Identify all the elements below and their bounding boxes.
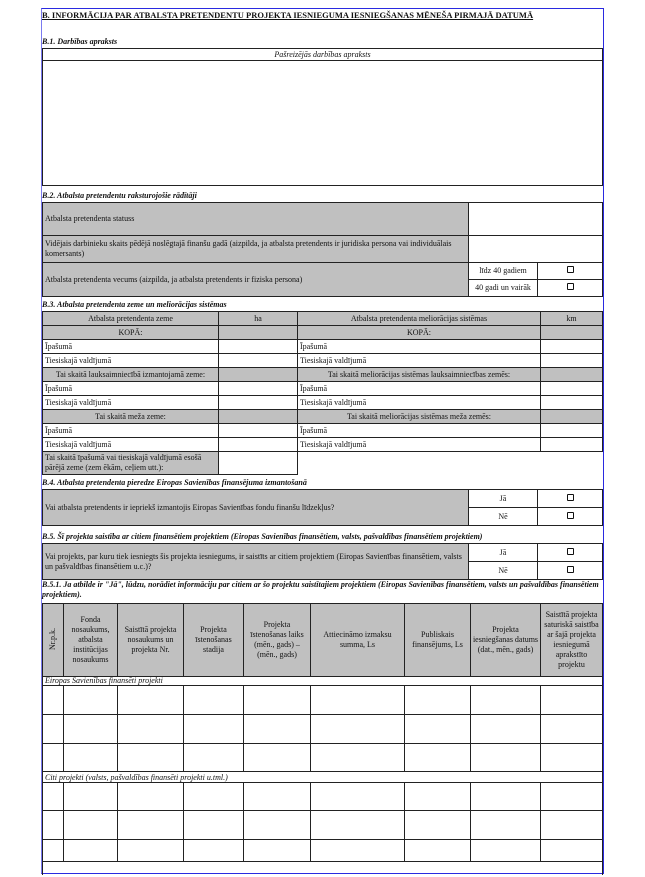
- input-cell[interactable]: [405, 715, 471, 744]
- input-cell[interactable]: [541, 783, 603, 811]
- input-cell[interactable]: [184, 840, 244, 862]
- page-title: B. INFORMĀCIJA PAR ATBALSTA PRETENDENTU PROJEKTA IESNIEGUMA IESNIEGŠANAS MĒNEŠA PIRMAJĀ DATUMĀ: [42, 10, 534, 20]
- input-cell[interactable]: [184, 686, 244, 715]
- other-land-label: Tai skaitā īpašumā vai tiesiskajā valdījumā esošā pārējā zeme (zem ēkām, ceļiem utt.):: [43, 452, 219, 475]
- column-header: Fonda nosaukums, atbalsta institūcijas nosaukums: [71, 615, 110, 664]
- input-cell[interactable]: [244, 686, 311, 715]
- mel-legal-label: Tiesiskajā valdījumā: [298, 396, 541, 410]
- input-cell[interactable]: [311, 783, 405, 811]
- mel-agri-label: Tai skaitā meliorācijas sistēmas lauksaimniecības zemēs:: [298, 368, 541, 382]
- input-cell[interactable]: [541, 811, 603, 840]
- b51-heading: B.5.1. Ja atbilde ir "Jā", lūdzu, norādiet informāciju par citiem ar šo projektu saistītajiem projektiem (Eiropas Savienības finansētiem, valsts un pašvaldības finansētiem projektiem).: [42, 580, 599, 599]
- mel-own-label: Īpašumā: [298, 382, 541, 396]
- input-cell[interactable]: [311, 715, 405, 744]
- input-cell[interactable]: [405, 686, 471, 715]
- input-cell[interactable]: [184, 783, 244, 811]
- land-own-label: Īpašumā: [43, 424, 219, 438]
- checkbox[interactable]: [567, 283, 574, 290]
- mel-forest-label: Tai skaitā meliorācijas sistēmas meža zemēs:: [298, 410, 541, 424]
- land-legal-label: Tiesiskajā valdījumā: [43, 354, 219, 368]
- input-cell[interactable]: [64, 783, 118, 811]
- b1-description-field[interactable]: [43, 61, 603, 186]
- input-cell[interactable]: [244, 840, 311, 862]
- b1-heading: B.1. Darbības apraksts: [42, 37, 118, 46]
- mel-own-label: Īpašumā: [298, 340, 541, 354]
- input-cell[interactable]: [43, 715, 64, 744]
- mel-total-label: KOPĀ:: [298, 326, 541, 340]
- input-cell[interactable]: [64, 811, 118, 840]
- input-cell[interactable]: [64, 840, 118, 862]
- b51-table: [42, 603, 603, 875]
- input-cell[interactable]: [541, 438, 603, 452]
- input-cell[interactable]: [118, 715, 184, 744]
- column-header: Projekta īstenošanas stadija: [195, 625, 232, 654]
- input-cell[interactable]: [405, 783, 471, 811]
- input-cell[interactable]: [541, 744, 603, 772]
- input-cell[interactable]: [541, 396, 603, 410]
- land-total-label: KOPĀ:: [43, 326, 219, 340]
- column-header: Saistītā projekta saturiskā saistība ar šajā projekta iesniegumā aprakstīto projektu: [544, 610, 599, 669]
- yes-label: Jā: [469, 544, 538, 562]
- workers-label: Vidējais darbinieku skaits pēdējā noslēgtajā finanšu gadā (aizpilda, ja atbalsta pretendents ir juridiska persona vai individuālais komersants): [43, 236, 469, 263]
- yes-label: Jā: [469, 490, 538, 508]
- b2-heading: B.2. Atbalsta pretendentu raksturojošie rādītāji: [42, 191, 197, 200]
- input-cell[interactable]: [405, 811, 471, 840]
- input-cell[interactable]: [219, 354, 298, 368]
- input-cell[interactable]: [311, 686, 405, 715]
- b4-question: Vai atbalsta pretendents ir iepriekš izmantojis Eiropas Savienības fondu finanšu līdzekļus?: [43, 490, 469, 526]
- input-cell[interactable]: [64, 715, 118, 744]
- input-cell[interactable]: [118, 840, 184, 862]
- input-cell[interactable]: [541, 340, 603, 354]
- column-header: Attiecināmo izmaksu summa, Ls: [323, 630, 392, 649]
- mel-own-label: Īpašumā: [298, 424, 541, 438]
- input-cell[interactable]: [471, 783, 541, 811]
- input-cell[interactable]: [43, 840, 64, 862]
- checkbox-yes[interactable]: [567, 548, 574, 555]
- age-option-under-40: līdz 40 gadiem: [469, 263, 538, 280]
- input-cell[interactable]: [184, 811, 244, 840]
- b3-table: [42, 311, 603, 475]
- input-cell[interactable]: [118, 783, 184, 811]
- input-cell[interactable]: [471, 840, 541, 862]
- input-cell[interactable]: [118, 744, 184, 772]
- status-label: Atbalsta pretendenta statuss: [43, 203, 469, 236]
- input-cell[interactable]: [311, 840, 405, 862]
- checkbox-no[interactable]: [567, 566, 574, 573]
- input-cell[interactable]: [43, 811, 64, 840]
- ha-header: ha: [219, 312, 298, 326]
- input-cell[interactable]: [541, 382, 603, 396]
- mel-legal-label: Tiesiskajā valdījumā: [298, 354, 541, 368]
- land-total-field[interactable]: [219, 326, 298, 340]
- input-cell[interactable]: [405, 840, 471, 862]
- column-header: Publiskais finansējums, Ls: [412, 630, 463, 649]
- group-eu-label: Eiropas Savienības finansēti projekti: [43, 677, 603, 686]
- b5-heading: B.5. Šī projekta saistība ar citiem finansētiem projektiem (Eiropas Savienības finansētiem, valsts, pašvaldības finansētiem projektiem): [42, 532, 483, 541]
- footer-row: [43, 862, 603, 875]
- input-cell[interactable]: [219, 438, 298, 452]
- land-header: Atbalsta pretendenta zeme: [43, 312, 219, 326]
- input-cell[interactable]: [244, 744, 311, 772]
- mel-legal-label: Tiesiskajā valdījumā: [298, 438, 541, 452]
- melioration-header: Atbalsta pretendenta meliorācijas sistēmas: [298, 312, 541, 326]
- b1-table: [42, 48, 603, 186]
- column-header: Projekta īstenošanas laiks (mēn., gads) – (mēn., gads): [250, 620, 304, 659]
- input-cell[interactable]: [64, 744, 118, 772]
- input-cell[interactable]: [219, 340, 298, 354]
- b5-question: Vai projekts, par kuru tiek iesniegts šis projekta iesniegums, ir saistīts ar citiem projektiem (Eiropas Savienības finansētiem, valsts un pašvaldības finansētiem u.c.)?: [43, 544, 469, 580]
- status-field[interactable]: [469, 203, 603, 236]
- input-cell[interactable]: [184, 715, 244, 744]
- input-cell[interactable]: [471, 811, 541, 840]
- column-header: Projekta iesniegšanas datums (dat., mēn., gads): [472, 625, 539, 654]
- input-cell[interactable]: [471, 686, 541, 715]
- input-cell[interactable]: [244, 811, 311, 840]
- input-cell[interactable]: [311, 811, 405, 840]
- input-cell[interactable]: [541, 840, 603, 862]
- input-cell[interactable]: [219, 396, 298, 410]
- checkbox-no[interactable]: [567, 512, 574, 519]
- agri-land-label: Tai skaitā lauksaimniecībā izmantojamā zeme:: [43, 368, 219, 382]
- mel-total-field[interactable]: [541, 326, 603, 340]
- column-header: Saistītā projekta nosaukums un projekta Nr.: [124, 625, 177, 654]
- checkbox-yes[interactable]: [567, 494, 574, 501]
- input-cell[interactable]: [43, 783, 64, 811]
- input-cell[interactable]: [471, 744, 541, 772]
- input-cell[interactable]: [219, 368, 298, 382]
- no-label: Nē: [469, 562, 538, 580]
- b2-table: [42, 202, 603, 297]
- input-cell[interactable]: [244, 715, 311, 744]
- input-cell[interactable]: [471, 715, 541, 744]
- land-own-label: Īpašumā: [43, 382, 219, 396]
- b1-column-header: Pašreizējās darbības apraksts: [43, 49, 603, 61]
- input-cell[interactable]: [64, 686, 118, 715]
- input-cell[interactable]: [541, 354, 603, 368]
- input-cell[interactable]: [43, 744, 64, 772]
- b4-table: [42, 489, 603, 526]
- input-cell[interactable]: [541, 368, 603, 382]
- input-cell[interactable]: [219, 410, 298, 424]
- input-cell[interactable]: [541, 715, 603, 744]
- input-cell[interactable]: [541, 424, 603, 438]
- b4-heading: B.4. Atbalsta pretendenta pieredze Eiropas Savienības finansējuma izmantošanā: [42, 478, 307, 487]
- input-cell[interactable]: [219, 452, 298, 475]
- land-own-label: Īpašumā: [43, 340, 219, 354]
- input-cell[interactable]: [244, 783, 311, 811]
- workers-field[interactable]: [469, 236, 603, 263]
- age-label: Atbalsta pretendenta vecums (aizpilda, ja atbalsta pretendents ir fiziska persona): [43, 263, 469, 297]
- land-legal-label: Tiesiskajā valdījumā: [43, 396, 219, 410]
- b3-heading: B.3. Atbalsta pretendenta zeme un meliorācijas sistēmas: [42, 300, 227, 309]
- group-other-label: Citi projekti (valsts, pašvaldības finansēti projekti u.tml.): [43, 772, 603, 783]
- km-header: km: [541, 312, 603, 326]
- checkbox[interactable]: [567, 266, 574, 273]
- input-cell[interactable]: [405, 744, 471, 772]
- input-cell[interactable]: [219, 382, 298, 396]
- input-cell[interactable]: [541, 410, 603, 424]
- input-cell[interactable]: [118, 811, 184, 840]
- b5-table: [42, 543, 603, 580]
- forest-land-label: Tai skaitā meža zeme:: [43, 410, 219, 424]
- input-cell[interactable]: [118, 686, 184, 715]
- input-cell[interactable]: [541, 686, 603, 715]
- input-cell[interactable]: [219, 424, 298, 438]
- age-option-40-plus: 40 gadi un vairāk: [469, 280, 538, 297]
- input-cell[interactable]: [184, 744, 244, 772]
- land-legal-label: Tiesiskajā valdījumā: [43, 438, 219, 452]
- no-label: Nē: [469, 508, 538, 526]
- input-cell[interactable]: [43, 686, 64, 715]
- column-header: Nr.p.k.: [48, 627, 57, 650]
- input-cell[interactable]: [311, 744, 405, 772]
